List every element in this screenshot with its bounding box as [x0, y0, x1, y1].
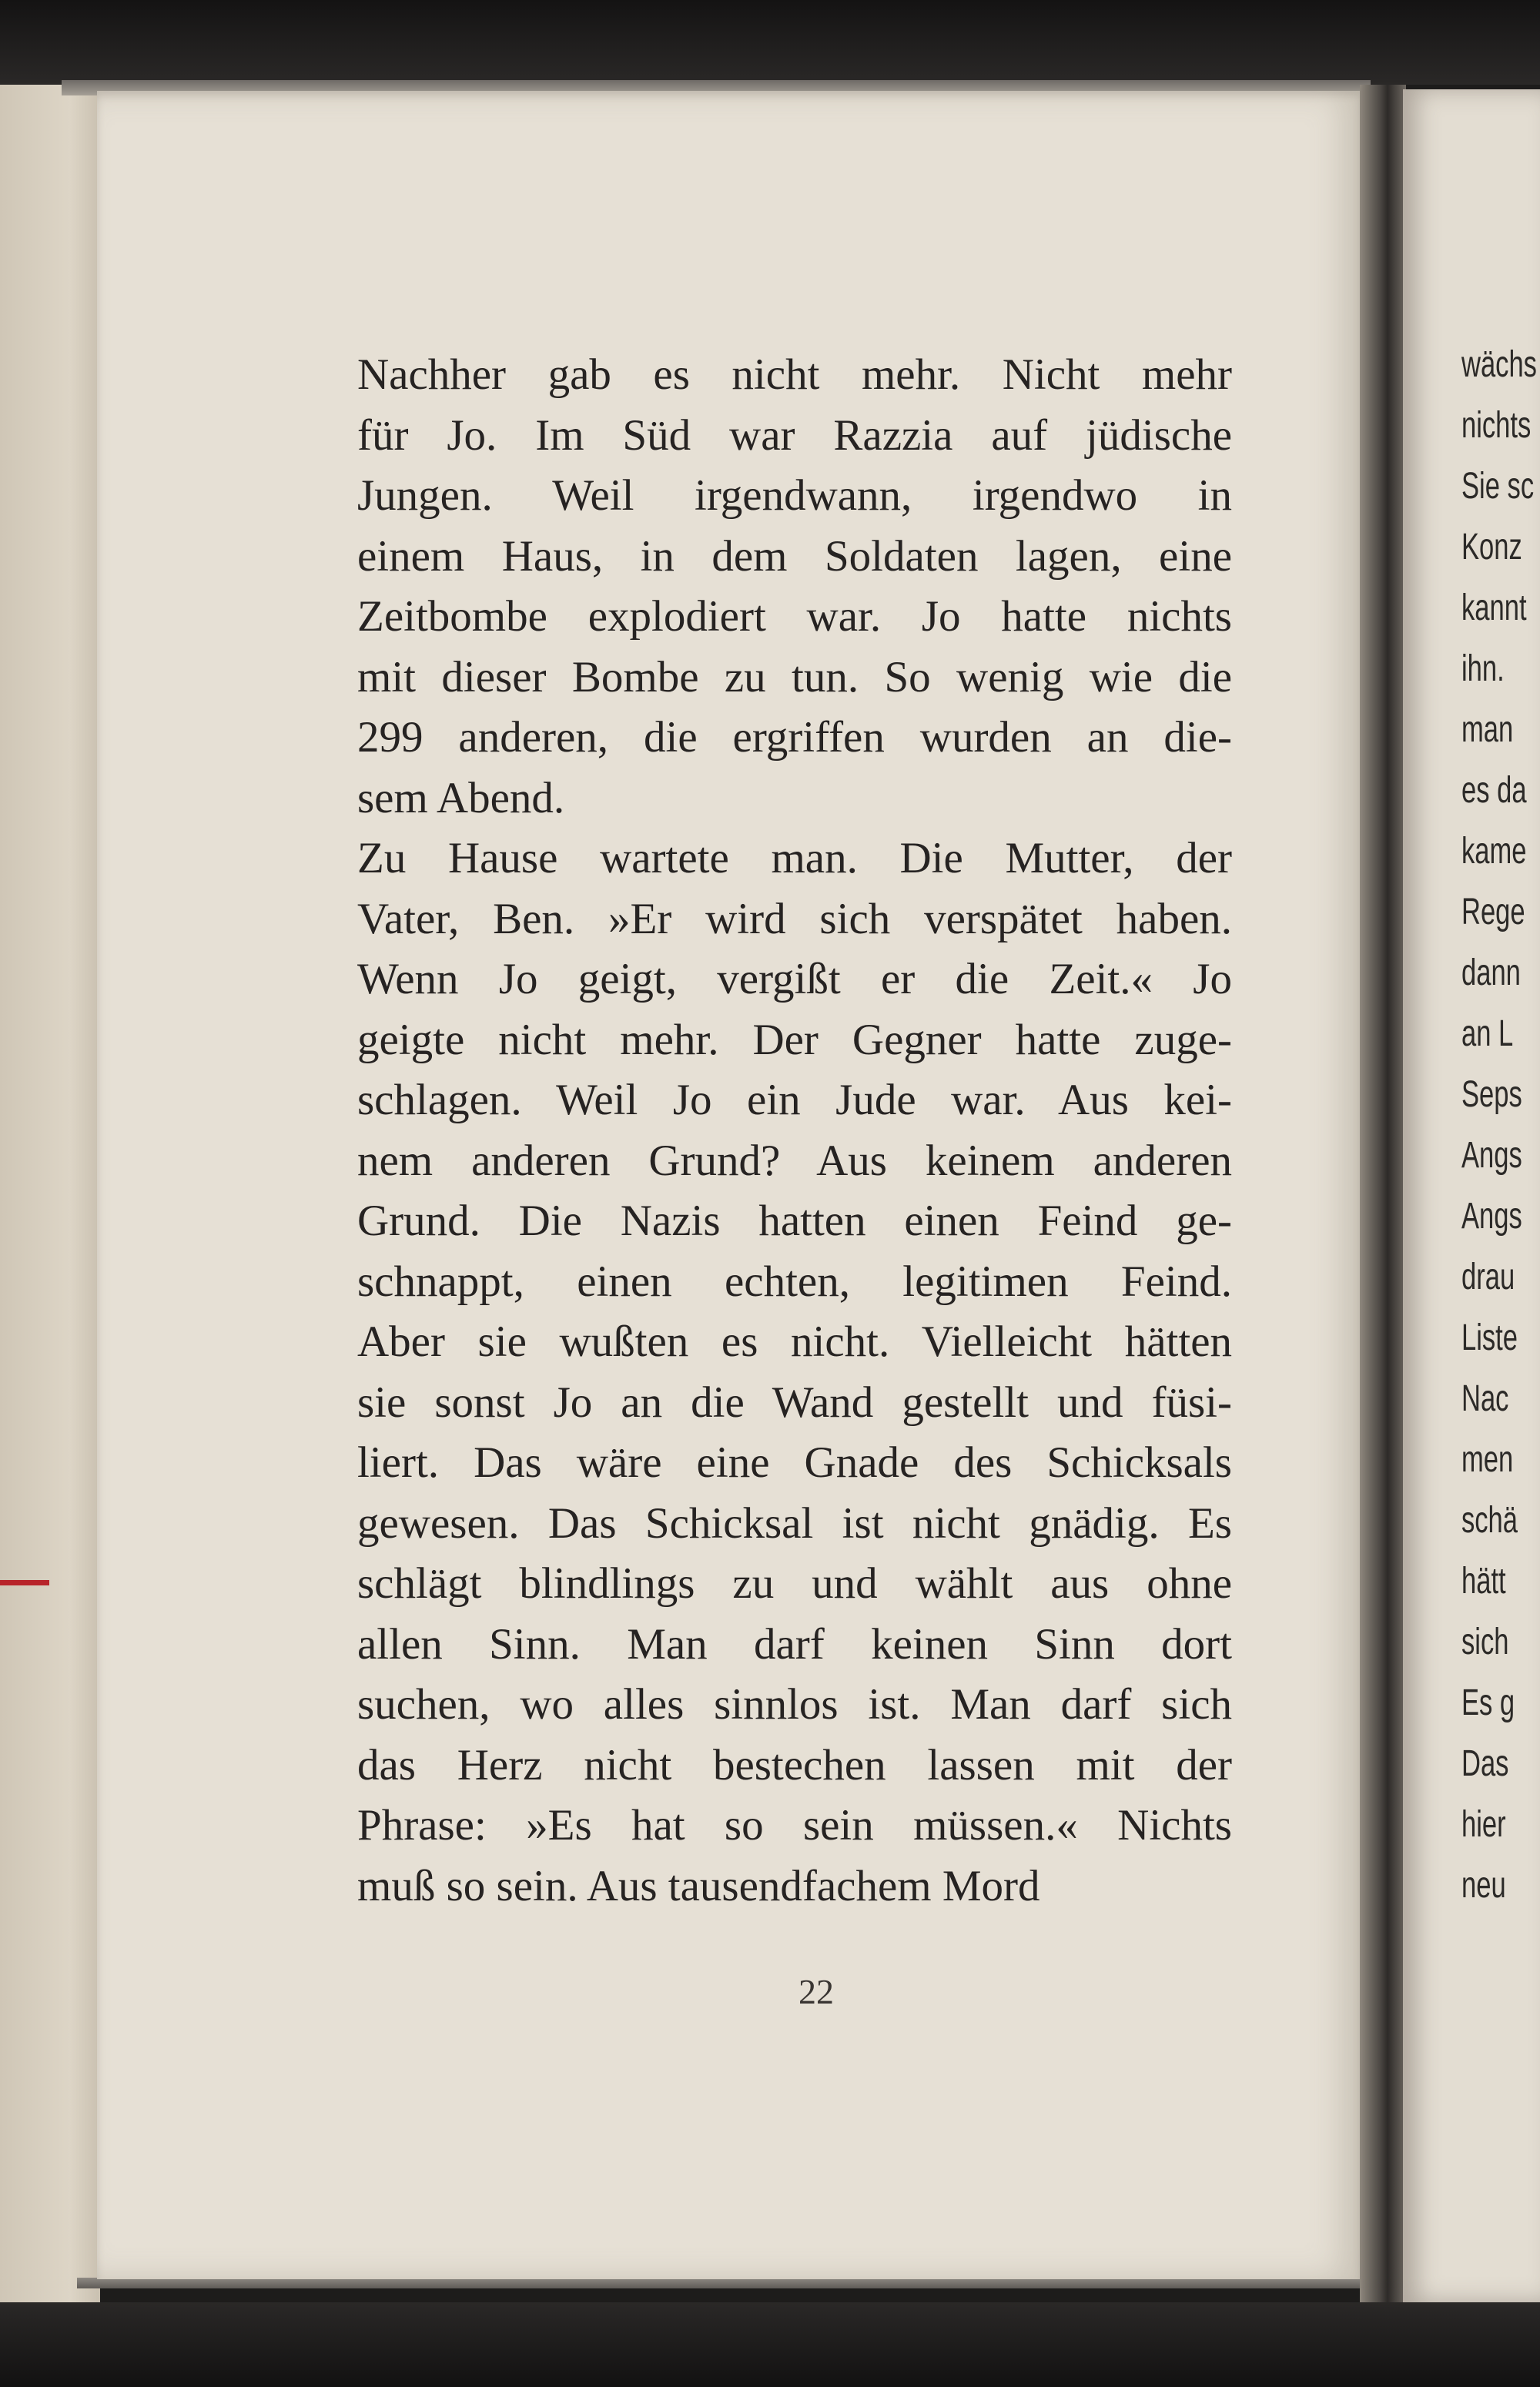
facing-page-line: Rege — [1461, 892, 1525, 932]
text-line: Aber sie wußten es nicht. Vielleicht hätten — [357, 1317, 1232, 1366]
text-line: sie sonst Jo an die Wand gestellt und füsi- — [357, 1378, 1232, 1427]
text-line: Zu Hause wartete man. Die Mutter, der — [357, 834, 1232, 882]
facing-page-line: Konz — [1461, 527, 1522, 567]
facing-page-line: sich — [1461, 1622, 1509, 1662]
text-line: geigte nicht mehr. Der Gegner hatte zuge- — [357, 1015, 1232, 1064]
facing-page-line: schä — [1461, 1500, 1518, 1541]
facing-page-line: kame — [1461, 831, 1527, 872]
facing-page-line: hier — [1461, 1804, 1506, 1845]
body-text — [357, 345, 1232, 1917]
text-line: liert. Das wäre eine Gnade des Schicksals — [357, 1438, 1232, 1487]
text-line: nem anderen Grund? Aus keinem anderen — [357, 1136, 1232, 1185]
text-line: Vater, Ben. »Er wird sich verspätet haben. — [357, 894, 1232, 943]
text-line: Zeitbombe explodiert war. Jo hatte nichts — [357, 592, 1232, 641]
facing-page-line: Angs — [1461, 1196, 1522, 1237]
text-line: Nachher gab es nicht mehr. Nicht mehr — [357, 350, 1232, 399]
facing-page-line: an L — [1461, 1013, 1514, 1054]
book-gutter — [1360, 85, 1406, 2302]
text-line: schlagen. Weil Jo ein Jude war. Aus kei- — [357, 1076, 1232, 1124]
facing-page-line: Es g — [1461, 1682, 1515, 1723]
facing-page-line: Liste — [1461, 1317, 1518, 1358]
facing-page-line: Nac — [1461, 1378, 1509, 1419]
facing-page-line: drau — [1461, 1257, 1515, 1297]
text-line: suchen, wo alles sinnlos ist. Man darf sich — [357, 1680, 1232, 1729]
page-number: 22 — [798, 1972, 834, 2011]
facing-page-line: neu — [1461, 1865, 1506, 1906]
text-line: Jungen. Weil irgendwann, irgendwo in — [357, 471, 1232, 520]
facing-page-line: nichts — [1461, 405, 1532, 446]
text-line: schlägt blindlings zu und wählt aus ohne — [357, 1559, 1232, 1608]
text-line: Grund. Die Nazis hatten einen Feind ge- — [357, 1197, 1232, 1245]
facing-page-line: Angs — [1461, 1135, 1522, 1176]
facing-page-line: hätt — [1461, 1561, 1506, 1602]
text-line: 299 anderen, die ergriffen wurden an die- — [357, 713, 1232, 762]
text-line: das Herz nicht bestechen lassen mit der — [357, 1740, 1232, 1789]
facing-page-line: Sie sc — [1461, 466, 1535, 507]
facing-page-line: ihn. — [1461, 648, 1505, 689]
text-line: schnappt, einen echten, legitimen Feind. — [357, 1257, 1232, 1306]
facing-page-line: es da — [1461, 770, 1527, 811]
facing-page-line: kannt — [1461, 588, 1527, 628]
facing-page — [1403, 89, 1540, 2302]
text-line: Wenn Jo geigt, vergißt er die Zeit.« Jo — [357, 955, 1232, 1003]
text-line: Phrase: »Es hat so sein müssen.« Nichts — [357, 1801, 1232, 1850]
page-stack-bottom-edge — [77, 2278, 1371, 2288]
text-line: muß so sein. Aus tausendfachem Mord — [357, 1861, 1040, 1910]
text-line: gewesen. Das Schicksal ist nicht gnädig. Es — [357, 1498, 1232, 1548]
text-line: mit dieser Bombe zu tun. So wenig wie die — [357, 652, 1232, 701]
facing-page-line: Das — [1461, 1743, 1509, 1784]
facing-page-line: Seps — [1461, 1074, 1522, 1115]
text-line: einem Haus, in dem Soldaten lagen, eine — [357, 531, 1232, 581]
scan-background-top — [0, 0, 1540, 85]
facing-page-line: men — [1461, 1439, 1514, 1480]
text-line: für Jo. Im Süd war Razzia auf jüdische — [357, 410, 1232, 460]
facing-page-line: dann — [1461, 952, 1521, 993]
text-line: sem Abend. — [357, 773, 565, 822]
facing-page-text — [1461, 334, 1539, 1916]
book-cover-edge — [0, 85, 100, 2302]
red-bookmark-ribbon — [0, 1580, 49, 1585]
facing-page-line: wächs — [1461, 344, 1537, 385]
facing-page-line: man — [1461, 709, 1514, 750]
text-line: allen Sinn. Man darf keinen Sinn dort — [357, 1619, 1232, 1669]
scan-background-bottom — [0, 2302, 1540, 2387]
